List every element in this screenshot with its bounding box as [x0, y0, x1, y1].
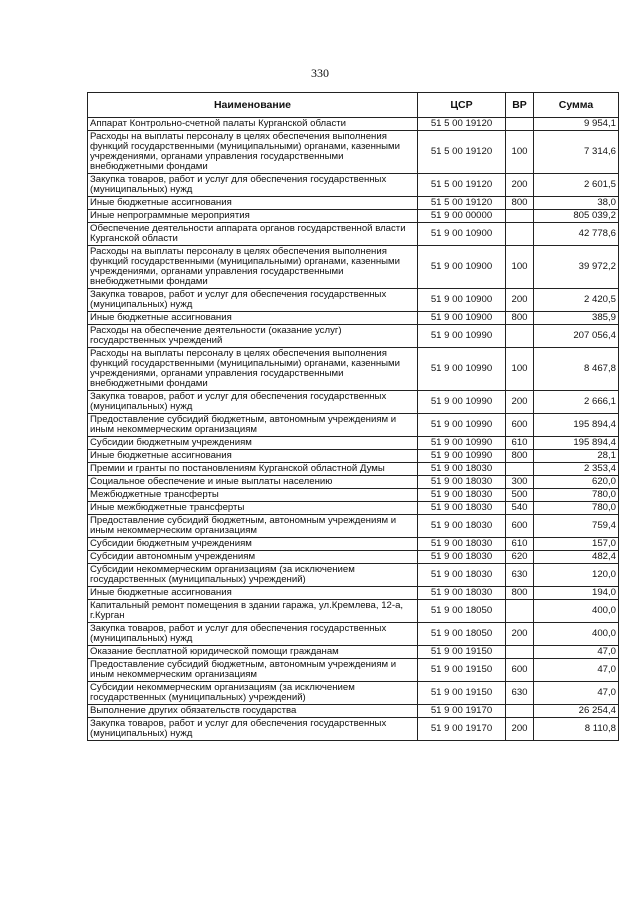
row-vr: 620 [506, 551, 534, 564]
row-sum: 400,0 [534, 600, 619, 623]
row-sum: 47,0 [534, 659, 619, 682]
row-name: Закупка товаров, работ и услуг для обеспечения государственных (муниципальных) нужд [88, 391, 418, 414]
row-vr: 540 [506, 502, 534, 515]
row-name: Субсидии бюджетным учреждениям [88, 437, 418, 450]
row-name: Иные межбюджетные трансферты [88, 502, 418, 515]
table-row [88, 515, 619, 538]
row-sum: 759,4 [534, 515, 619, 538]
row-name: Субсидии бюджетным учреждениям [88, 538, 418, 551]
row-csr: 51 9 00 19150 [418, 682, 506, 705]
row-name: Закупка товаров, работ и услуг для обеспечения государственных (муниципальных) нужд [88, 289, 418, 312]
row-name: Иные бюджетные ассигнования [88, 587, 418, 600]
table-row [88, 312, 619, 325]
row-vr: 800 [506, 312, 534, 325]
row-sum: 780,0 [534, 489, 619, 502]
header-name: Наименование [88, 93, 418, 118]
row-name: Оказание бесплатной юридической помощи гражданам [88, 646, 418, 659]
row-sum: 195 894,4 [534, 414, 619, 437]
row-name: Межбюджетные трансферты [88, 489, 418, 502]
row-csr: 51 9 00 00000 [418, 210, 506, 223]
row-sum: 157,0 [534, 538, 619, 551]
row-sum: 38,0 [534, 197, 619, 210]
table-row [88, 174, 619, 197]
row-sum: 120,0 [534, 564, 619, 587]
row-sum: 207 056,4 [534, 325, 619, 348]
row-name: Расходы на выплаты персоналу в целях обеспечения выполнения функций государственными (муниципальными) органами, казенными учреждениями, органами управления государственными внебюджетными фондами [88, 348, 418, 391]
row-vr [506, 223, 534, 246]
row-vr: 600 [506, 515, 534, 538]
table-row [88, 450, 619, 463]
row-csr: 51 9 00 10990 [418, 414, 506, 437]
row-vr [506, 210, 534, 223]
table-row [88, 659, 619, 682]
row-vr: 800 [506, 197, 534, 210]
row-sum: 2 420,5 [534, 289, 619, 312]
row-csr: 51 5 00 19120 [418, 131, 506, 174]
table-row [88, 623, 619, 646]
row-vr [506, 325, 534, 348]
row-sum: 620,0 [534, 476, 619, 489]
table-row [88, 564, 619, 587]
row-name: Предоставление субсидий бюджетным, автономным учреждениям и иным некоммерческим организациям [88, 414, 418, 437]
row-csr: 51 5 00 19120 [418, 197, 506, 210]
row-csr: 51 9 00 10990 [418, 325, 506, 348]
row-csr: 51 9 00 18050 [418, 600, 506, 623]
row-sum: 194,0 [534, 587, 619, 600]
table-row [88, 600, 619, 623]
header-csr: ЦСР [418, 93, 506, 118]
row-name: Закупка товаров, работ и услуг для обеспечения государственных (муниципальных) нужд [88, 174, 418, 197]
row-csr: 51 9 00 10900 [418, 246, 506, 289]
row-vr [506, 646, 534, 659]
row-csr: 51 9 00 19150 [418, 646, 506, 659]
table-row [88, 131, 619, 174]
row-name: Закупка товаров, работ и услуг для обеспечения государственных (муниципальных) нужд [88, 718, 418, 741]
row-csr: 51 9 00 18050 [418, 623, 506, 646]
row-name: Премии и гранты по постановлениям Курганской областной Думы [88, 463, 418, 476]
row-csr: 51 9 00 18030 [418, 587, 506, 600]
row-sum: 2 601,5 [534, 174, 619, 197]
row-csr: 51 9 00 19170 [418, 705, 506, 718]
row-name: Социальное обеспечение и иные выплаты населению [88, 476, 418, 489]
row-csr: 51 9 00 10900 [418, 223, 506, 246]
row-vr: 300 [506, 476, 534, 489]
row-sum: 195 894,4 [534, 437, 619, 450]
budget-table [87, 92, 619, 741]
row-name: Предоставление субсидий бюджетным, автономным учреждениям и иным некоммерческим организациям [88, 515, 418, 538]
table-row [88, 391, 619, 414]
row-csr: 51 9 00 10900 [418, 289, 506, 312]
row-vr [506, 705, 534, 718]
row-csr: 51 5 00 19120 [418, 174, 506, 197]
row-vr: 100 [506, 131, 534, 174]
row-vr: 600 [506, 414, 534, 437]
table-row [88, 348, 619, 391]
row-csr: 51 9 00 10990 [418, 348, 506, 391]
row-name: Иные непрограммные мероприятия [88, 210, 418, 223]
row-sum: 39 972,2 [534, 246, 619, 289]
row-name: Капитальный ремонт помещения в здании гаража, ул.Кремлева, 12-а, г.Курган [88, 600, 418, 623]
row-vr: 200 [506, 718, 534, 741]
row-vr: 200 [506, 174, 534, 197]
row-csr: 51 9 00 18030 [418, 564, 506, 587]
row-csr: 51 9 00 18030 [418, 502, 506, 515]
row-csr: 51 9 00 18030 [418, 489, 506, 502]
header-vr: ВР [506, 93, 534, 118]
row-name: Расходы на выплаты персоналу в целях обеспечения выполнения функций государственными (муниципальными) органами, казенными учреждениями, органами управления государственными внебюджетными фондами [88, 131, 418, 174]
row-name: Субсидии автономным учреждениям [88, 551, 418, 564]
table-row [88, 246, 619, 289]
table-row [88, 414, 619, 437]
table-row [88, 502, 619, 515]
row-sum: 42 778,6 [534, 223, 619, 246]
row-sum: 7 314,6 [534, 131, 619, 174]
row-name: Иные бюджетные ассигнования [88, 312, 418, 325]
row-csr: 51 9 00 10900 [418, 312, 506, 325]
row-csr: 51 9 00 18030 [418, 515, 506, 538]
row-csr: 51 9 00 10990 [418, 391, 506, 414]
row-sum: 385,9 [534, 312, 619, 325]
row-name: Выполнение других обязательств государства [88, 705, 418, 718]
row-name: Расходы на выплаты персоналу в целях обеспечения выполнения функций государственными (муниципальными) органами, казенными учреждениями, органами управления государственными внебюджетными фондами [88, 246, 418, 289]
table-row [88, 325, 619, 348]
row-sum: 47,0 [534, 682, 619, 705]
row-name: Расходы на обеспечение деятельности (оказание услуг) государственных учреждений [88, 325, 418, 348]
table-row [88, 289, 619, 312]
table-row [88, 463, 619, 476]
row-vr: 630 [506, 564, 534, 587]
table-row [88, 489, 619, 502]
row-sum: 400,0 [534, 623, 619, 646]
row-csr: 51 9 00 19150 [418, 659, 506, 682]
row-vr [506, 118, 534, 131]
row-sum: 26 254,4 [534, 705, 619, 718]
row-name: Обеспечение деятельности аппарата органов государственной власти Курганской области [88, 223, 418, 246]
row-csr: 51 9 00 18030 [418, 476, 506, 489]
table-row [88, 682, 619, 705]
row-vr: 610 [506, 437, 534, 450]
row-name: Иные бюджетные ассигнования [88, 450, 418, 463]
row-vr: 200 [506, 289, 534, 312]
row-sum: 47,0 [534, 646, 619, 659]
row-sum: 2 353,4 [534, 463, 619, 476]
row-name: Предоставление субсидий бюджетным, автономным учреждениям и иным некоммерческим организациям [88, 659, 418, 682]
row-csr: 51 9 00 18030 [418, 538, 506, 551]
table-row [88, 476, 619, 489]
row-csr: 51 9 00 19170 [418, 718, 506, 741]
row-sum: 9 954,1 [534, 118, 619, 131]
row-sum: 780,0 [534, 502, 619, 515]
table-row [88, 587, 619, 600]
row-sum: 482,4 [534, 551, 619, 564]
table-row [88, 118, 619, 131]
row-csr: 51 5 00 19120 [418, 118, 506, 131]
table-row [88, 718, 619, 741]
table-row [88, 551, 619, 564]
header-sum: Сумма [534, 93, 619, 118]
table-row [88, 705, 619, 718]
row-vr: 800 [506, 587, 534, 600]
table-row [88, 210, 619, 223]
row-csr: 51 9 00 10990 [418, 450, 506, 463]
row-csr: 51 9 00 18030 [418, 551, 506, 564]
row-vr: 100 [506, 246, 534, 289]
row-name: Субсидии некоммерческим организациям (за исключением государственных (муниципальных) учреждений) [88, 682, 418, 705]
row-sum: 805 039,2 [534, 210, 619, 223]
page-number: 330 [311, 66, 329, 80]
table-row [88, 223, 619, 246]
row-name: Иные бюджетные ассигнования [88, 197, 418, 210]
row-vr: 800 [506, 450, 534, 463]
row-name: Аппарат Контрольно-счетной палаты Курганской области [88, 118, 418, 131]
row-vr: 600 [506, 659, 534, 682]
table-row [88, 646, 619, 659]
row-vr: 200 [506, 623, 534, 646]
row-vr: 200 [506, 391, 534, 414]
row-vr: 500 [506, 489, 534, 502]
table-row [88, 538, 619, 551]
table-row [88, 437, 619, 450]
row-vr: 610 [506, 538, 534, 551]
row-sum: 2 666,1 [534, 391, 619, 414]
row-vr: 100 [506, 348, 534, 391]
row-sum: 8 110,8 [534, 718, 619, 741]
table-row [88, 197, 619, 210]
row-csr: 51 9 00 10990 [418, 437, 506, 450]
row-csr: 51 9 00 18030 [418, 463, 506, 476]
row-vr [506, 600, 534, 623]
row-name: Закупка товаров, работ и услуг для обеспечения государственных (муниципальных) нужд [88, 623, 418, 646]
row-vr: 630 [506, 682, 534, 705]
row-name: Субсидии некоммерческим организациям (за исключением государственных (муниципальных) учреждений) [88, 564, 418, 587]
row-vr [506, 463, 534, 476]
row-sum: 28,1 [534, 450, 619, 463]
row-sum: 8 467,8 [534, 348, 619, 391]
table-header-row [88, 93, 619, 118]
